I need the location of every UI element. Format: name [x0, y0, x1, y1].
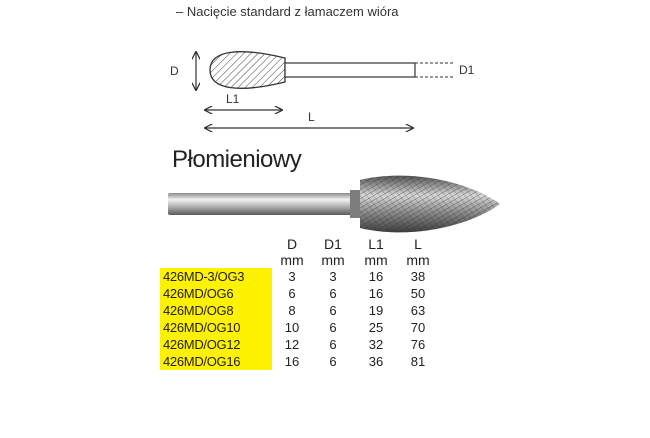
unit-l1: mm	[364, 252, 388, 268]
value-d: 16	[284, 353, 300, 369]
table-row	[160, 319, 438, 336]
table-row	[160, 302, 438, 319]
label-l: L	[308, 110, 315, 124]
value-d1: 6	[329, 285, 337, 301]
value-l1: 19	[368, 302, 384, 318]
header-d: D	[286, 236, 298, 252]
unit-d: mm	[280, 252, 304, 268]
value-d1: 6	[329, 319, 337, 335]
value-l1: 36	[368, 353, 384, 369]
value-l1: 32	[368, 336, 384, 352]
label-l1: L1	[226, 92, 240, 106]
header-d1: D1	[324, 236, 342, 252]
product-code: 426MD/OG16	[160, 353, 272, 370]
value-l: 81	[410, 353, 426, 369]
value-d1: 3	[329, 268, 337, 284]
value-d: 10	[284, 319, 300, 335]
section-title: Płomieniowy	[172, 146, 302, 173]
header-code	[160, 236, 272, 252]
product-code: 426MD/OG6	[160, 285, 272, 302]
value-d: 3	[288, 268, 296, 284]
product-code: 426MD/OG12	[160, 336, 272, 353]
table-row	[160, 268, 438, 285]
header-l: L	[414, 236, 422, 252]
product-code: 426MD/OG8	[160, 302, 272, 319]
label-d1: D1	[459, 63, 475, 77]
value-l: 38	[410, 268, 426, 284]
value-d: 6	[288, 285, 296, 301]
value-d1: 6	[329, 302, 337, 318]
value-d: 8	[288, 302, 296, 318]
value-l: 63	[410, 302, 426, 318]
table-row	[160, 336, 438, 353]
product-code: 426MD/OG10	[160, 319, 272, 336]
label-d: D	[170, 64, 179, 78]
value-d1: 6	[329, 353, 337, 369]
value-l1: 16	[368, 285, 384, 301]
table-row	[160, 353, 438, 370]
header-code-unit	[160, 252, 272, 268]
value-l1: 16	[368, 268, 384, 284]
value-l: 50	[410, 285, 426, 301]
photo-shank	[168, 193, 358, 215]
unit-d1: mm	[321, 252, 345, 268]
header-l1: L1	[368, 236, 384, 252]
header-row-units	[160, 252, 438, 268]
subtitle: – Nacięcie standard z łamaczem wióra	[176, 4, 399, 19]
value-l: 76	[410, 336, 426, 352]
value-d1: 6	[329, 336, 337, 352]
value-d: 12	[284, 336, 300, 352]
unit-l: mm	[406, 252, 430, 268]
product-code: 426MD-3/OG3	[160, 268, 272, 285]
header-row-names	[160, 236, 438, 252]
value-l1: 25	[368, 319, 384, 335]
value-l: 70	[410, 319, 426, 335]
spec-table	[160, 236, 438, 370]
table-row	[160, 285, 438, 302]
